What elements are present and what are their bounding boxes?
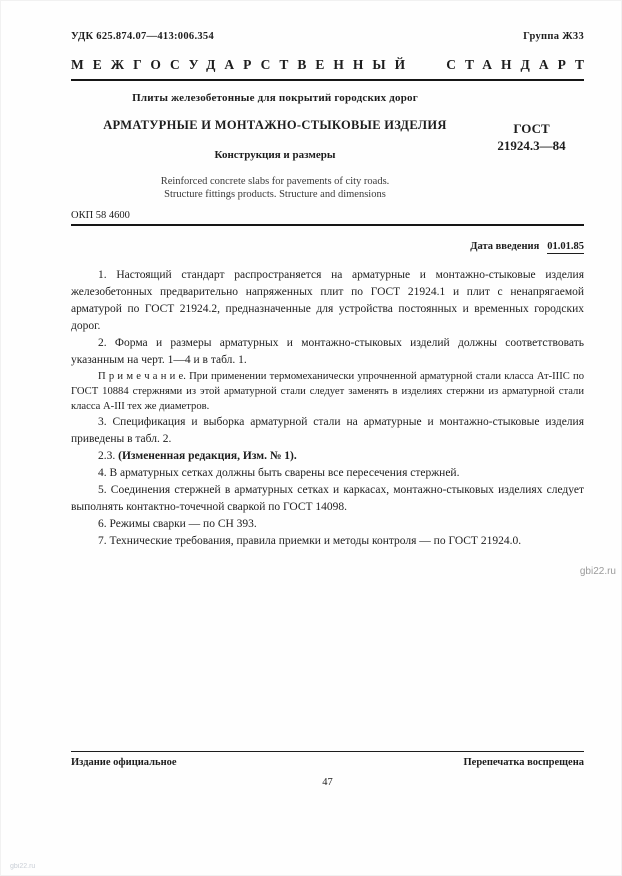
paragraph-2-3 [71, 448, 584, 465]
body-text [71, 267, 584, 550]
title-block [71, 92, 479, 201]
page-footer [71, 751, 584, 788]
footer-edition-note: Издание официальное [71, 757, 177, 768]
doc-subject: Плиты железобетонные для покрытий городских дорог [132, 92, 418, 104]
doc-title-english-line2: Structure fittings products. Structure and dimensions [164, 189, 386, 200]
note-label: П р и м е ч а н и е. [98, 371, 186, 382]
paragraph-3: 3. Спецификация и выборка арматурной стали на арматурные и монтажно-стыковые изделия приведены в табл. 2. [71, 416, 584, 445]
paragraph-2-3-number: 2.3. [98, 450, 116, 462]
introduction-date-label: Дата введения [470, 241, 540, 252]
standard-type-word2: СТАНДАРТ [446, 57, 593, 72]
paragraph-6: 6. Режимы сварки — по СН 393. [98, 518, 257, 530]
standard-type-heading [71, 57, 593, 73]
paragraph-2-3-amendment: (Измененная редакция, Изм. № 1). [118, 450, 297, 462]
paragraph-2: 2. Форма и размеры арматурных и монтажно-стыковых изделий должны соответствовать указанным на черт. 1—4 и в табл. 1. [71, 337, 584, 366]
title-section [71, 92, 584, 201]
paragraph-5: 5. Соединения стержней в арматурных сетках и каркасах, монтажно-стыковых изделиях следует выполнять контактно-точечной сваркой по ГОСТ 14098. [71, 484, 584, 513]
header-rule [71, 79, 584, 81]
introduction-date [71, 241, 584, 252]
doc-subtitle: Конструкция и размеры [214, 149, 336, 161]
page-content [1, 1, 621, 550]
paragraph-1: 1. Настоящий стандарт распространяется на арматурные и монтажно-стыковые изделия железобетонных предварительно напряженных плит по ГОСТ 21924.1 и плит с ненапрягаемой арматурой по ГОСТ 21924.2, предназначенные для устройства постоянных и временных городских дорог. [71, 269, 584, 332]
standard-type-word1: МЕЖГОСУДАРСТВЕННЫЙ [71, 57, 415, 72]
note-paragraph [71, 369, 584, 414]
corner-watermark: gbi22.ru [10, 863, 36, 870]
gost-designation-line1: ГОСТ [513, 121, 550, 136]
doc-title: АРМАТУРНЫЕ И МОНТАЖНО-СТЫКОВЫЕ ИЗДЕЛИЯ [103, 118, 447, 132]
footer-reprint-note: Перепечатка воспрещена [463, 757, 584, 768]
classification-row [71, 31, 584, 42]
page-number: 47 [322, 777, 333, 788]
okp-rule [71, 224, 584, 226]
doc-title-english-line1: Reinforced concrete slabs for pavements of city roads. [160, 176, 390, 187]
introduction-date-value: 01.01.85 [547, 241, 584, 252]
paragraph-4: 4. В арматурных сетках должны быть сварены все пересечения стержней. [98, 467, 460, 479]
gost-designation [479, 92, 584, 201]
group-label: Группа Ж33 [523, 31, 584, 42]
doc-title-english [71, 175, 479, 201]
footer-rule [71, 751, 584, 752]
okp-code: ОКП 58 4600 [71, 210, 130, 221]
footer-row [71, 757, 584, 768]
paragraph-7: 7. Технические требования, правила приемки и методы контроля — по ГОСТ 21924.0. [98, 535, 522, 547]
gost-designation-line2: 21924.3—84 [497, 138, 566, 153]
udk-number: УДК 625.874.07—413:006.354 [71, 31, 215, 42]
site-watermark: gbi22.ru [579, 566, 616, 577]
note-text: При применении термомеханически упрочненной арматурной стали класса Ат-IIIС по ГОСТ 10884 стержнями из этой арматурной стали следует заменять в изделиях стержни из арматурной стали класса А-III тех же диаметров. [71, 371, 585, 412]
